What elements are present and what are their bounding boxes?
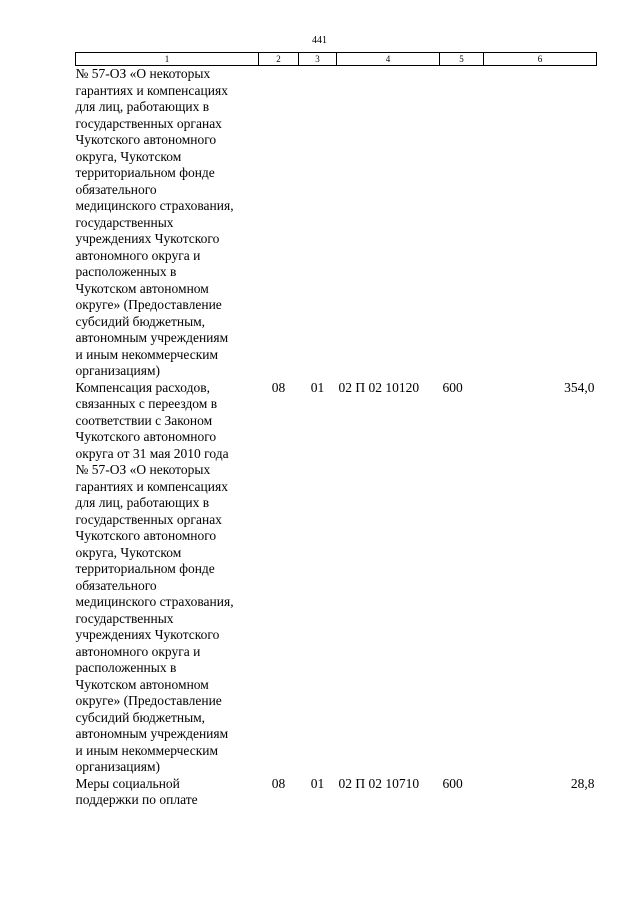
row-expense-type: 600 (442, 379, 463, 395)
table-row (76, 776, 597, 809)
row-section: 08 (271, 775, 286, 791)
row-name: № 57-ОЗ «О некоторых гарантиях и компенсациях для лиц, работающих в государственных органах Чукотского автономного округа, Чукотском территориальном фонде обязательного медицинского страхования, государственных учреждениях Чукотского автономного округа и расположенных в Чукотском автономном округе» (Предоставление субсидий бюджетным, автономным учреждениям и иным некоммерческим организациям) (75, 66, 234, 378)
row-subsection (299, 66, 337, 380)
table-header-row (76, 53, 597, 66)
row-amount: 28,8 (570, 775, 595, 791)
row-section (259, 66, 299, 380)
row-target-code (337, 66, 440, 380)
budget-table (75, 52, 597, 809)
row-target-code: 02 П 02 10710 (338, 775, 420, 791)
row-target-code: 02 П 02 10120 (338, 379, 420, 395)
row-expense-type: 600 (442, 775, 463, 791)
row-expense-type (440, 66, 484, 380)
row-name: Меры социальной поддержки по оплате (75, 775, 198, 807)
column-header: 1 (76, 53, 259, 66)
row-amount (484, 66, 597, 380)
row-section: 08 (271, 379, 286, 395)
row-amount: 354,0 (564, 379, 595, 395)
column-header: 6 (484, 53, 597, 66)
column-header: 4 (337, 53, 440, 66)
table-row (76, 66, 597, 380)
table-row (76, 380, 597, 776)
page-number: 441 (312, 35, 327, 46)
row-subsection: 01 (310, 775, 325, 791)
row-name: Компенсация расходов, связанных с переездом в соответствии с Законом Чукотского автономного округа от 31 мая 2010 года № 57-ОЗ «О некоторых гарантиях и компенсациях для лиц, работающих в государственных органах Чукотского автономного округа, Чукотском территориальном фонде обязательного медицинского страхования, государственных учреждениях Чукотского автономного округа и расположенных в Чукотском автономном округе» (Предоставление субсидий бюджетным, автономным учреждениям и иным некоммерческим организациям) (75, 379, 234, 774)
column-header: 5 (440, 53, 484, 66)
column-header: 3 (299, 53, 337, 66)
column-header: 2 (259, 53, 299, 66)
row-subsection: 01 (310, 379, 325, 395)
